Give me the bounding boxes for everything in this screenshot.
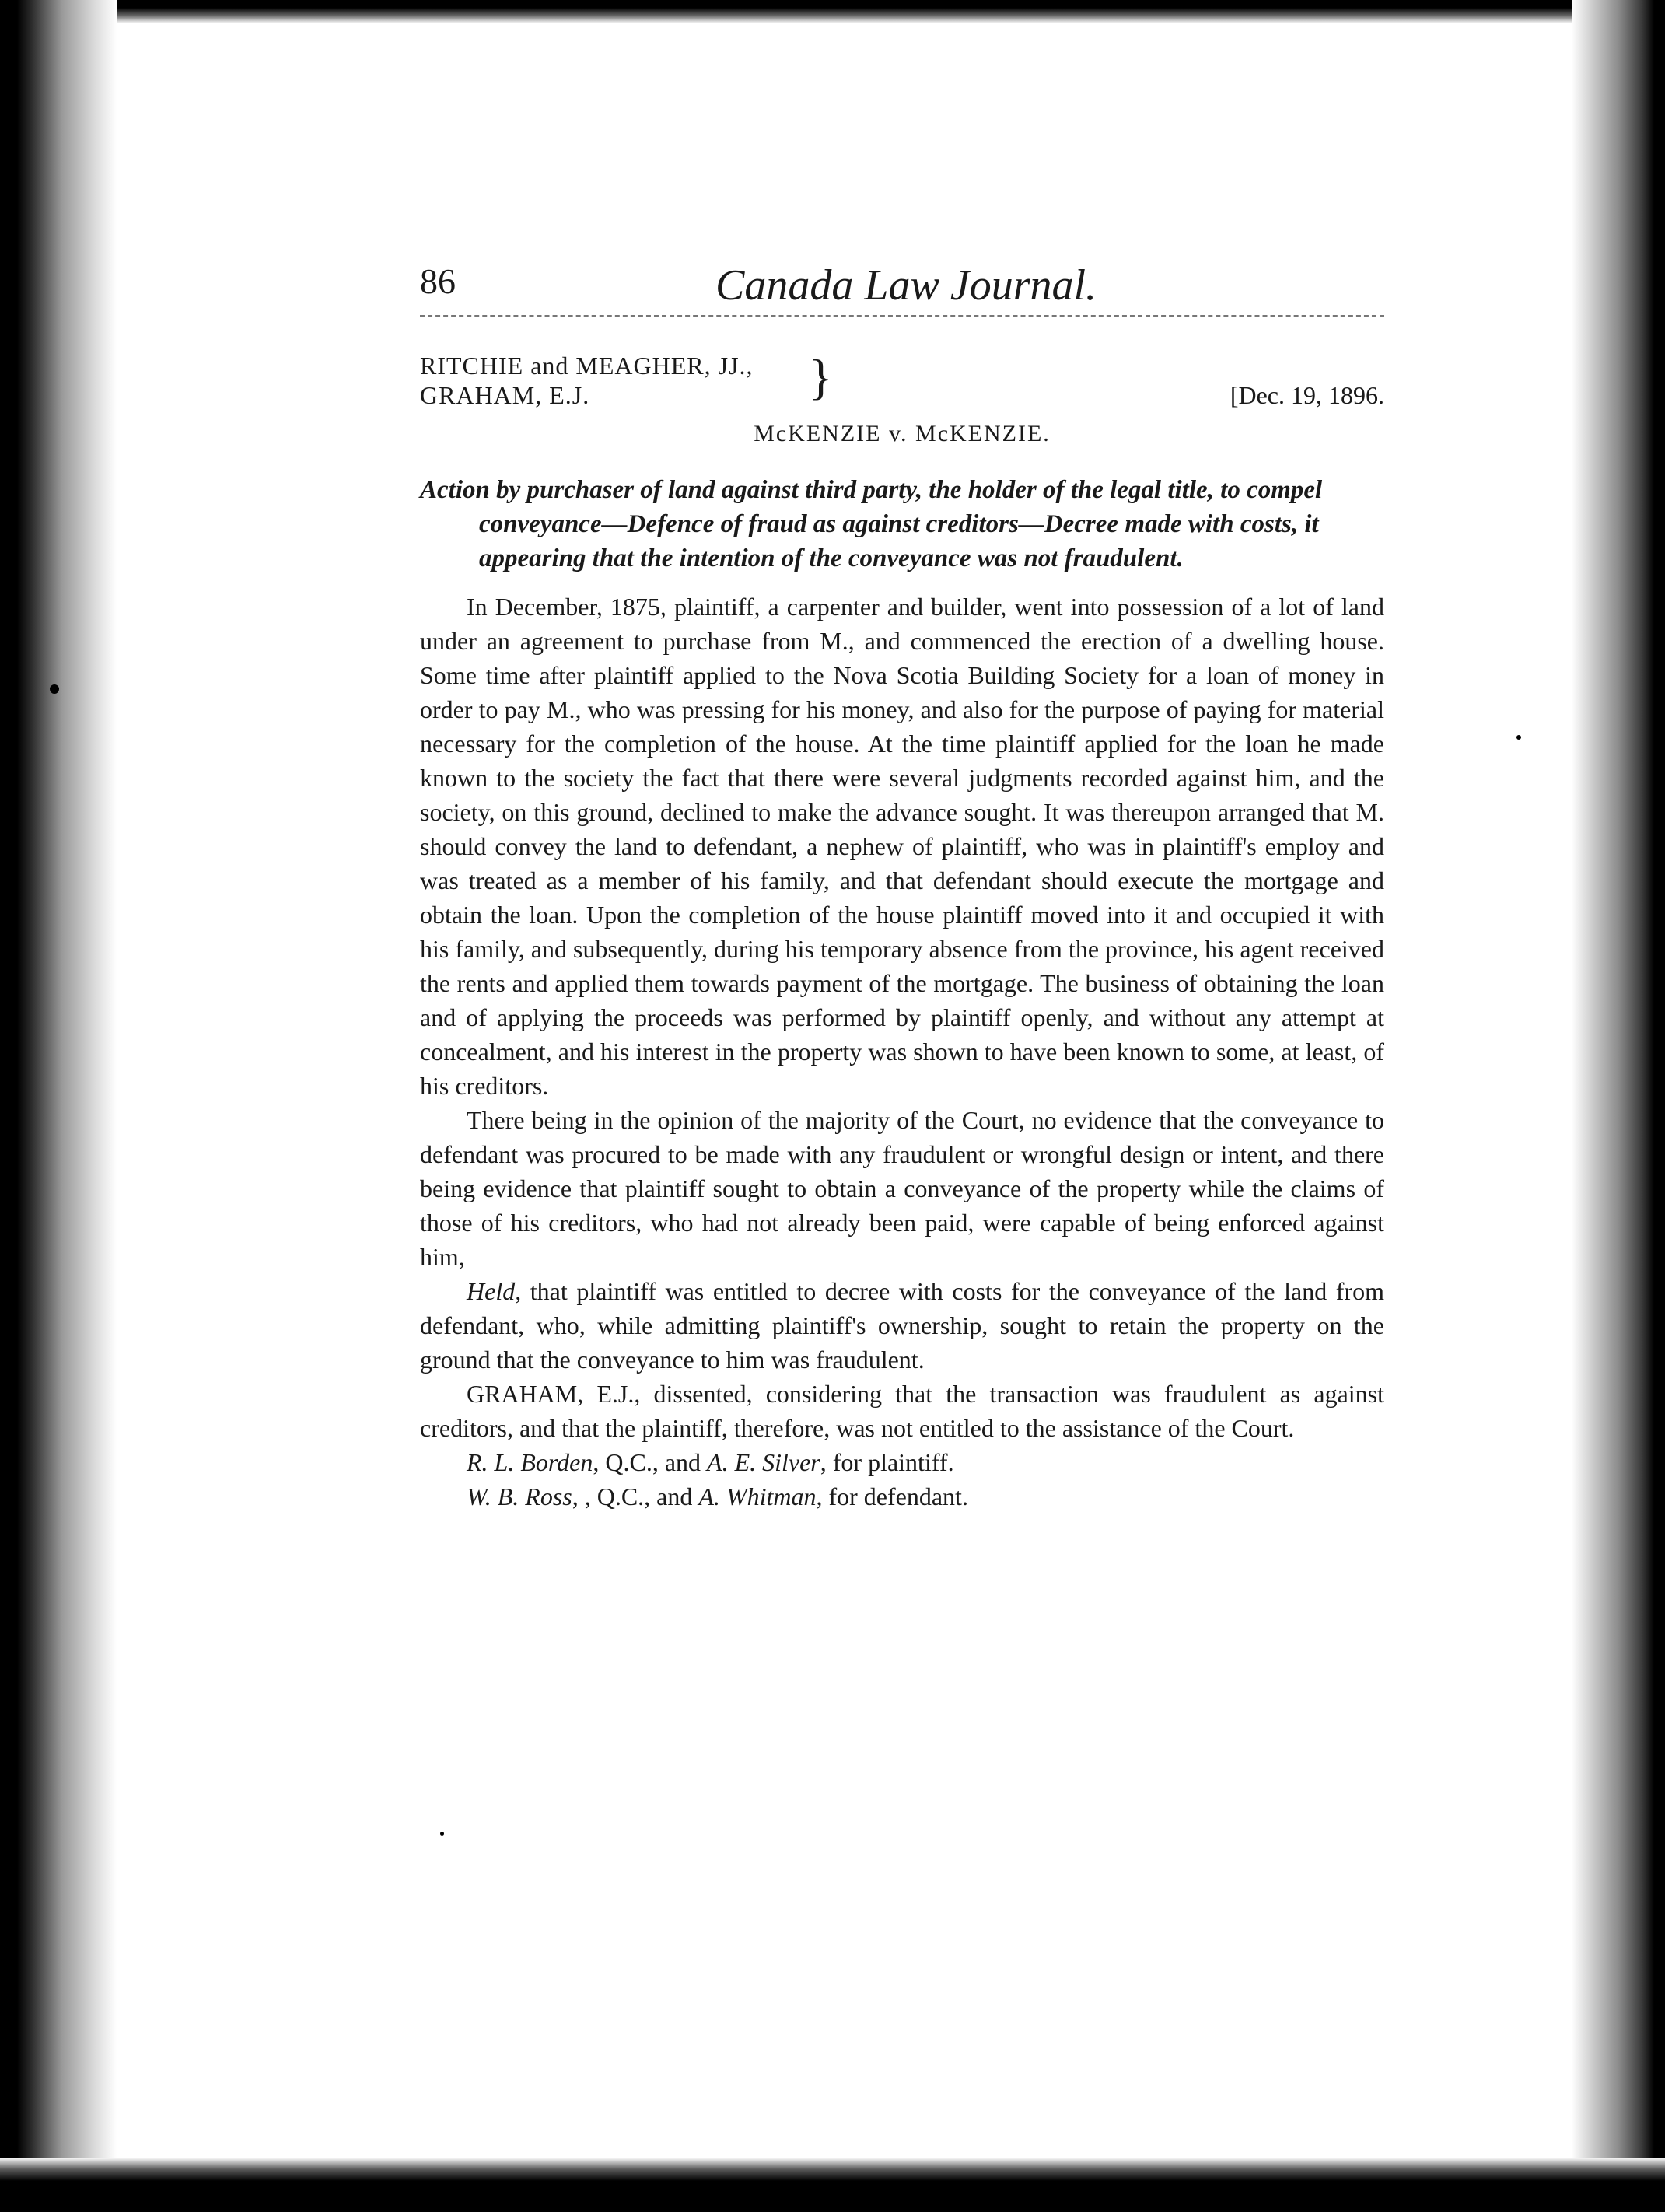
counsel-name: R. L. Borden	[467, 1448, 593, 1476]
dissent-paragraph: GRAHAM, E.J., dissented, considering that the transaction was fraudulent as against creditors, and that the plaintiff, therefore, was not entitled to the assistance of the Court.	[420, 1380, 1384, 1442]
counsel-text: , for plaintiff.	[820, 1448, 954, 1476]
running-header	[420, 261, 1384, 317]
counsel-text: , for defendant.	[816, 1482, 968, 1510]
held-paragraph	[420, 1274, 1384, 1377]
scan-edge-right	[1572, 0, 1665, 2212]
decision-date: [Dec. 19, 1896.	[1230, 381, 1384, 409]
page-number: 86	[420, 261, 456, 301]
judges-line-1: RITCHIE and MEAGHER, JJ.,	[420, 352, 754, 380]
brace-glyph: }	[809, 349, 834, 404]
held-text: that plaintiff was entitled to decree with costs for the conveyance of the land from defendant, who, while admitting plaintiff's ownership, sought to retain the property on the ground that the conveyance to him was fraudulent.	[420, 1277, 1384, 1374]
judges	[420, 349, 834, 410]
counsel-text: , , Q.C., and	[572, 1482, 699, 1510]
opinion-paragraph: There being in the opinion of the majority of the Court, no evidence that the conveyance to defendant was procured to be made with any fraudulent or wrongful design or intent, and there being evidence that plaintiff sought to obtain a conveyance of the property while the claims of those of his creditors, who had not already been paid, were capable of being enforced against him,	[420, 1106, 1384, 1271]
judges-line-2: GRAHAM, E.J.	[420, 381, 590, 409]
counsel-name: A. Whitman	[698, 1482, 817, 1510]
held-label: Held,	[467, 1277, 522, 1305]
counsel-text: , Q.C., and	[593, 1448, 708, 1476]
scan-speck	[50, 684, 59, 694]
scan-speck	[1516, 735, 1521, 740]
counsel-name: W. B. Ross	[467, 1482, 572, 1510]
journal-title: Canada Law Journal.	[715, 261, 1097, 310]
headnote: Action by purchaser of land against third party, the holder of the legal title, to compel conveyance—Defence of fraud as against creditors—Decree made with costs, it appearing that the intention of the conveyance was not fraudulent.	[420, 476, 1323, 572]
counsel-name: A. E. Silver	[707, 1448, 820, 1476]
facts-paragraph: In December, 1875, plaintiff, a carpenter and builder, went into possession of a lot of land under an agreement to purchase from M., and commenced the erection of a dwelling house. Some time after plaintiff applied to the Nova Scotia Building Society for a loan of money in order to pay M., who was pressing for his money, and also for the purpose of paying for material necessary for the completion of the house. At the time plaintiff applied for the loan he made known to the society the fact that there were several judgments recorded against him, and the society, on this ground, declined to make the advance sought. It was thereupon arranged that M. should convey the land to defendant, a nephew of plaintiff, who was in plaintiff's employ and was treated as a member of his family, and that defendant should execute the mortgage and obtain the loan. Upon the completion of the house plaintiff moved into it and occupied it with his family, and subsequently, during his temporary absence from the province, his agent received the rents and applied them towards payment of the mortgage. The business of obtaining the loan and of applying the proceeds was performed by plaintiff openly, and without any attempt at concealment, and his interest in the property was shown to have been known to some, at least, of his creditors.	[420, 593, 1384, 1100]
counsel-plaintiff	[420, 1445, 1384, 1479]
scan-speck	[440, 1832, 444, 1836]
scan-edge-bottom	[0, 2158, 1665, 2212]
case-title: McKENZIE v. McKENZIE.	[754, 421, 1051, 446]
scan-edge-top	[0, 0, 1665, 23]
scan-edge-left	[0, 0, 117, 2212]
counsel-defendant	[420, 1479, 1384, 1514]
court-info	[420, 351, 1384, 413]
page-content	[420, 261, 1384, 1514]
